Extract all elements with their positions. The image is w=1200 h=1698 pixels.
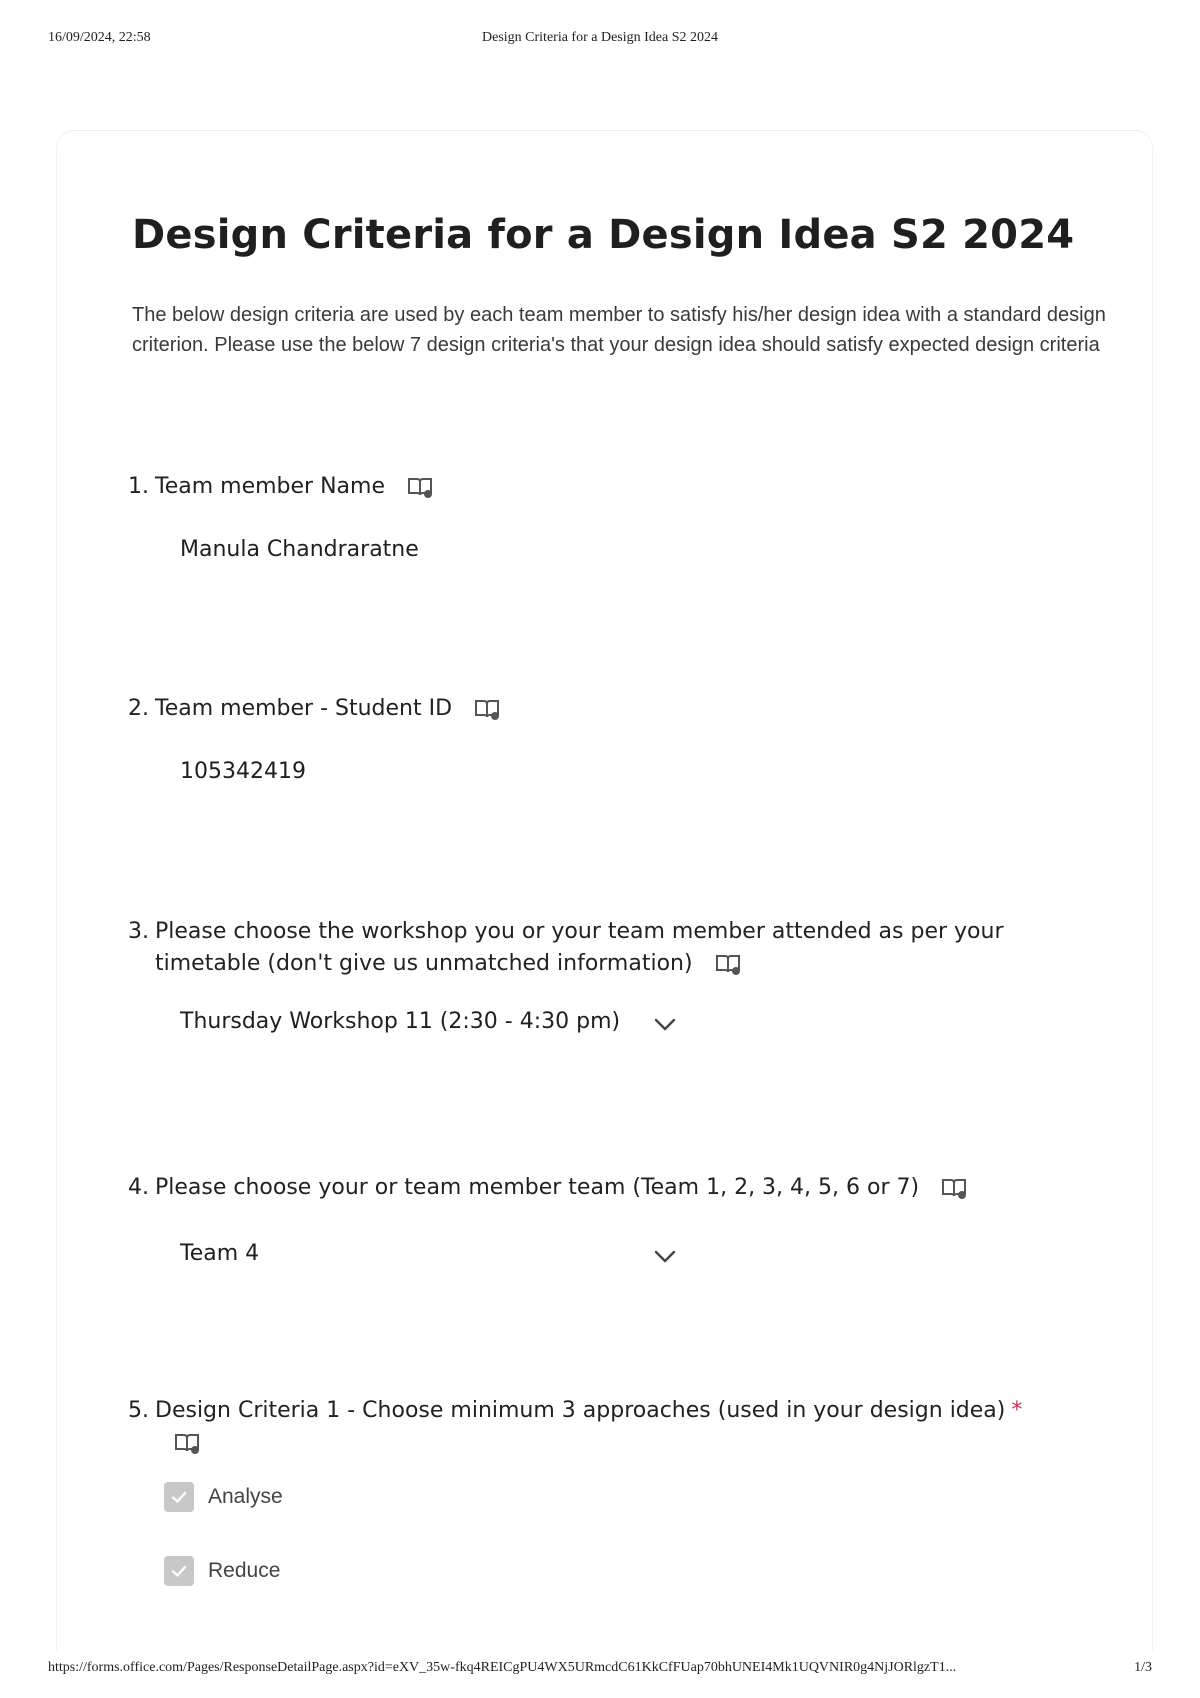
question-text: Please choose your or team member team (Team 1, 2, 3, 4, 5, 6 or 7)	[155, 1175, 920, 1200]
print-header	[48, 30, 1152, 50]
question-number: 1.	[128, 474, 149, 499]
question-number: 5.	[128, 1398, 149, 1423]
print-footer	[48, 1660, 1152, 1680]
team-dropdown[interactable]	[180, 1234, 680, 1274]
question-4-title	[128, 1172, 1088, 1204]
question-2-title	[128, 693, 1088, 725]
immersive-reader-icon[interactable]	[173, 1431, 201, 1455]
question-4	[128, 1172, 1088, 1274]
immersive-reader-icon[interactable]	[406, 475, 434, 499]
question-1	[128, 471, 1088, 562]
chevron-down-icon[interactable]	[652, 1010, 678, 1034]
print-url: https://forms.office.com/Pages/ResponseDetailPage.aspx?id=eXV_35w-fkq4REICgPU4WX5URmcdC61KkCfFUap70bhUNEI4Mk1UQVNIR0g4NjJORlgzT1...	[48, 1660, 957, 1675]
check-icon	[170, 1562, 188, 1580]
checkbox-option-analyse[interactable]	[164, 1477, 1088, 1517]
checkbox-checked[interactable]	[164, 1482, 194, 1512]
immersive-reader-icon[interactable]	[714, 952, 742, 976]
immersive-reader-icon[interactable]	[940, 1176, 968, 1200]
dropdown-selected-value: Team 4	[180, 1241, 260, 1266]
form-title: Design Criteria for a Design Idea S2 2024	[132, 212, 1075, 258]
check-icon	[170, 1488, 188, 1506]
print-timestamp: 16/09/2024, 22:58	[48, 30, 151, 45]
question-number: 4.	[128, 1175, 149, 1200]
required-asterisk: *	[1011, 1398, 1023, 1423]
option-label: Reduce	[208, 1559, 281, 1582]
question-number: 3.	[128, 919, 149, 944]
workshop-dropdown[interactable]	[180, 1002, 680, 1042]
question-5	[128, 1395, 1088, 1591]
form-description: The below design criteria are used by each team member to satisfy his/her design idea with a standard design criterion. Please use the below 7 design criteria's that your design idea should satisfy expected design criteria	[132, 304, 1106, 356]
question-2	[128, 693, 1088, 784]
question-text: Team member - Student ID	[155, 696, 453, 721]
question-text: Team member Name	[155, 474, 385, 499]
text-answer: 105342419	[180, 759, 306, 784]
question-5-title	[128, 1395, 1088, 1459]
dropdown-selected-value: Thursday Workshop 11 (2:30 - 4:30 pm)	[180, 1009, 621, 1034]
question-1-title	[128, 471, 1088, 503]
text-answer: Manula Chandraratne	[180, 537, 419, 562]
print-document-title: Design Criteria for a Design Idea S2 2024	[482, 30, 718, 45]
question-text: Please choose the workshop you or your team member attended as per your timetable (don't give us unmatched information)	[155, 919, 1004, 976]
immersive-reader-icon[interactable]	[473, 697, 501, 721]
option-label: Analyse	[208, 1485, 283, 1508]
checkbox-checked[interactable]	[164, 1556, 194, 1586]
question-3	[128, 916, 1088, 1042]
question-number: 2.	[128, 696, 149, 721]
page-number: 1/3	[1134, 1660, 1152, 1675]
question-3-title	[128, 916, 1088, 980]
chevron-down-icon[interactable]	[652, 1242, 678, 1266]
checkbox-option-reduce[interactable]	[164, 1551, 1088, 1591]
question-text: Design Criteria 1 - Choose minimum 3 approaches (used in your design idea)	[155, 1398, 1006, 1423]
